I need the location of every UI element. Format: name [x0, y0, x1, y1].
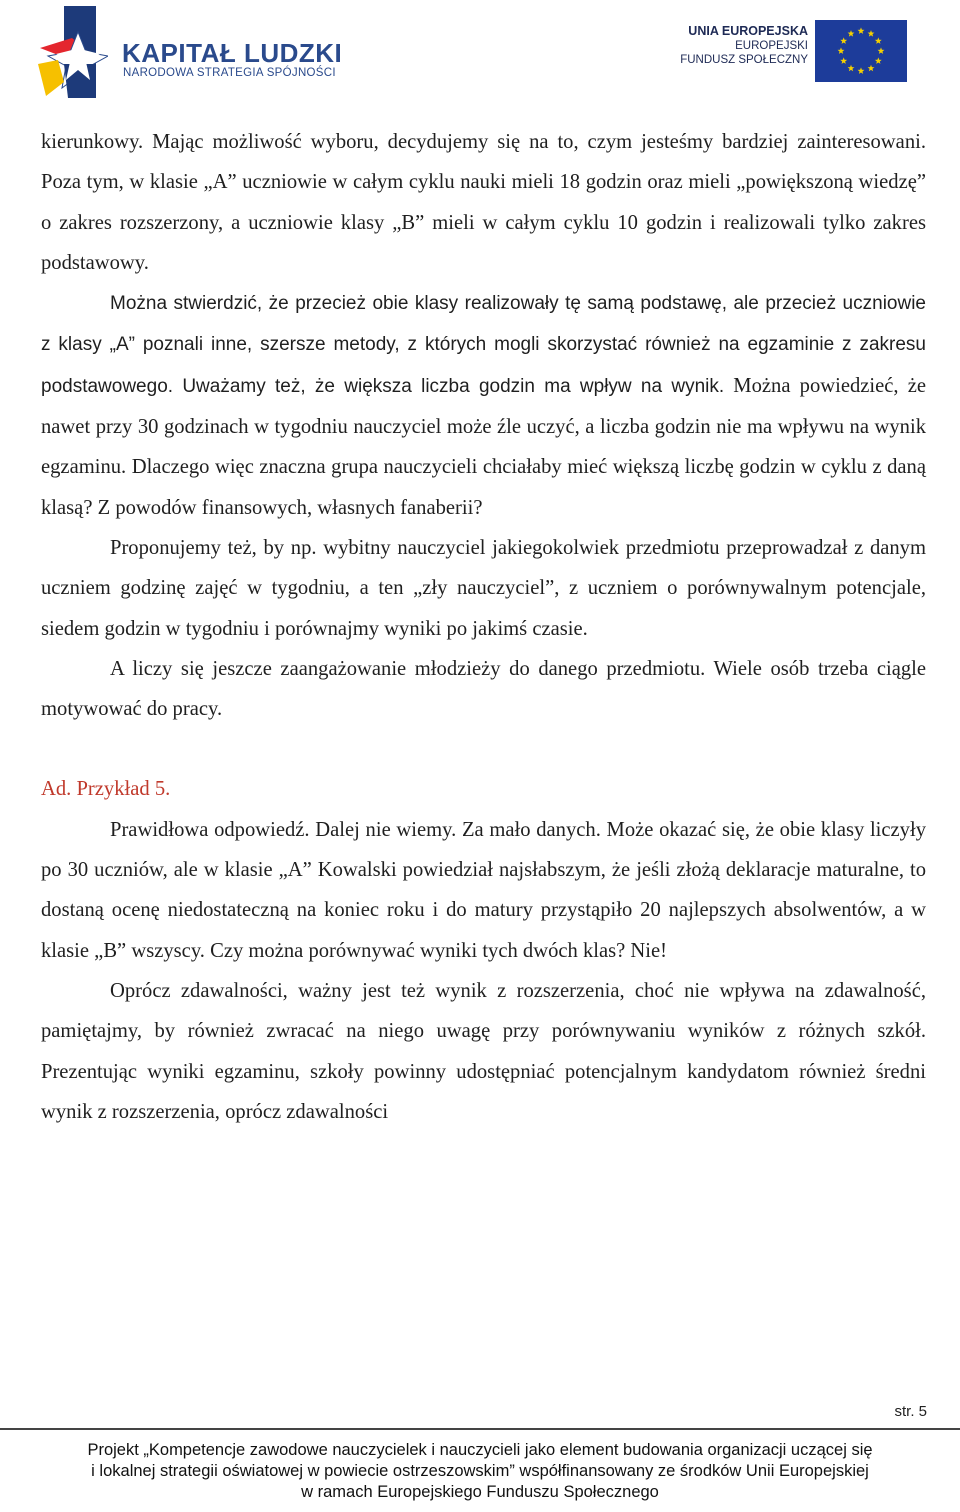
- eu-logo: [670, 18, 920, 84]
- kapital-ludzki-logo: [38, 4, 343, 98]
- footer-line-3: w ramach Europejskiego Funduszu Społecznego: [301, 1483, 659, 1501]
- paragraph-3: Proponujemy też, by np. wybitny nauczyciel jakiegokolwiek przedmiotu przeprowadzał z danym uczniem godzinę zajęć w tygodniu, a ten „zły nauczyciel”, z uczniem o porównywalnym potencjale, siedem godzin w tygodniu i porównajmy wyniki po jakimś czasie.: [41, 536, 926, 640]
- paragraph-5: Prawidłowa odpowiedź. Dalej nie wiemy. Za mało danych. Może okazać się, że obie klasy liczyły po 30 uczniów, ale w klasie „A” Kowalski powiedział najsłabszym, że jeśli złożą deklaracje maturalne, to dostaną ocenę niedostateczną na koniec roku i do matury przystąpiło 20 najlepszych absolwentów, a w klasie „B” wszyscy. Czy można porównywać wyniki tych dwóch klas? Nie!: [41, 818, 926, 962]
- footer-line-2: i lokalnej strategii oświatowej w powiecie ostrzeszowskim” współfinansowany ze środków Unii Europejskiej: [91, 1462, 869, 1480]
- kapital-ludzki-star-logo-icon: [38, 4, 108, 98]
- paragraph-6: Oprócz zdawalności, ważny jest też wynik z rozszerzenia, choć nie wpływa na zdawalność, pamiętajmy, by również zwracać na niego uwagę przy porównywaniu wyników z różnych szkół. Prezentując wyniki egzaminu, szkoły powinny udostępniać potencjalnym kandydatom również średni wynik z rozszerzenia, oprócz zdawalności: [41, 979, 926, 1123]
- paragraph-1: kierunkowy. Mając możliwość wyboru, decydujemy się na to, czym jesteśmy bardziej zainteresowani. Poza tym, w klasie „A” uczniowie w całym cyklu nauki mieli 18 godzin oraz mieli „powiększoną wiedzę” o zakres rozszerzony, a uczniowie klasy „B” mieli w całym cyklu 10 godzin i realizowali tylko zakres podstawowy.: [41, 131, 926, 274]
- paragraph-2-sans-part: Można stwierdzić, że przecież obie klasy realizowały tę samą podstawę, ale przecież uczniowie z klasy „A” poznali inne, szersze metody, z których mogli skorzystać również na egzaminie z zakresu podstawowego. Uważamy też, że większa liczba godzin ma wpływ na wynik.: [41, 293, 926, 397]
- document-footer: [0, 1440, 960, 1503]
- document-header: [0, 0, 960, 110]
- document-body: [41, 122, 926, 1132]
- footer-line-1: Projekt „Kompetencje zawodowe nauczycielek i nauczycieli jako element budowania organizacji uczącej się: [87, 1441, 873, 1459]
- footer-divider: [0, 1428, 960, 1430]
- eu-logo-line2: EUROPEJSKI: [735, 40, 808, 52]
- section-heading: Ad. Przykład 5.: [41, 778, 171, 801]
- paragraph-2-serif-part: Można powiedzieć, że nawet przy 30 godzinach w tygodniu nauczyciel może źle uczyć, a liczba godzin nie ma wpływu na wynik egzaminu. Dlaczego więc znaczna grupa nauczycieli chciałaby mieć większą liczbę godzin w cyklu z daną klasą? Z powodów finansowych, własnych fanaberii?: [41, 374, 926, 519]
- eu-flag-icon: [815, 20, 907, 82]
- eu-logo-line1: UNIA EUROPEJSKA: [688, 24, 808, 38]
- logo-title: KAPITAŁ LUDZKI: [122, 38, 343, 68]
- paragraph-2: [41, 283, 926, 528]
- eu-logo-line3: FUNDUSZ SPOŁECZNY: [680, 54, 808, 66]
- eu-logo-text: [670, 24, 808, 67]
- paragraph-4: A liczy się jeszcze zaangażowanie młodzieży do danego przedmiotu. Wiele osób trzeba ciągle motywować do pracy.: [41, 657, 926, 721]
- page-number: str. 5: [894, 1403, 927, 1420]
- logo-subtitle: NARODOWA STRATEGIA SPÓJNOŚCI: [123, 67, 336, 79]
